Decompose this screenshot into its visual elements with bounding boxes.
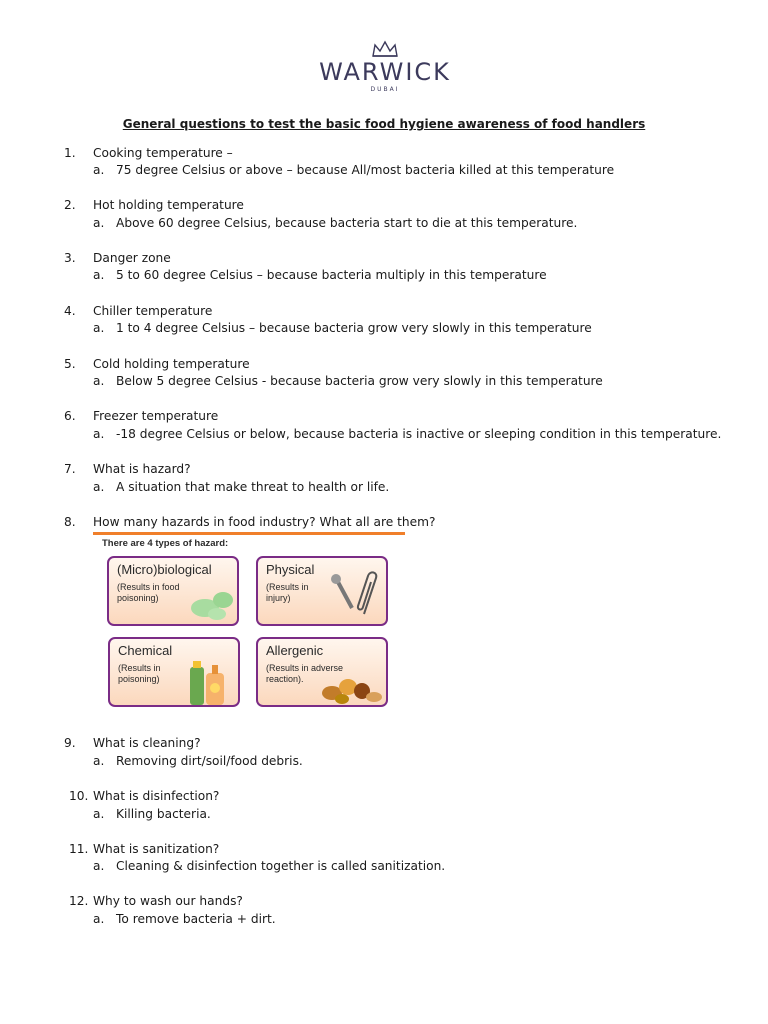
warwick-logo [300, 40, 470, 110]
chemical-bottles-icon [186, 653, 236, 707]
hazard-card-allergenic [256, 637, 388, 707]
hazard-card-subtitle: (Results in poisoning) [118, 663, 161, 684]
answer-letter: a. [93, 268, 105, 282]
question-text: Freezer temperature [93, 409, 219, 423]
question-number: 6. [64, 409, 76, 423]
hazard-card-title: Chemical [118, 643, 173, 658]
answer-letter: a. [93, 807, 105, 821]
answer-text: A situation that make threat to health or life. [116, 480, 390, 494]
answer-text: 75 degree Celsius or above – because All/most bacteria killed at this temperature [116, 163, 615, 177]
question-text: Cold holding temperature [93, 357, 250, 371]
answer-text: -18 degree Celsius or below, because bacteria is inactive or sleeping condition in this temperature. [116, 427, 722, 441]
hazard-card-title: (Micro)biological [117, 562, 212, 577]
question-number: 7. [64, 462, 76, 476]
answer-letter: a. [93, 480, 105, 494]
answer-text: Below 5 degree Celsius - because bacteria grow very slowly in this temperature [116, 374, 603, 388]
answer-text: Removing dirt/soil/food debris. [116, 754, 303, 768]
hazard-card-physical [256, 556, 388, 626]
question-text: What is disinfection? [93, 789, 220, 803]
hazard-card-title: Physical [266, 562, 315, 577]
question-text: How many hazards in food industry? What all are them? [93, 515, 436, 529]
question-number: 8. [64, 515, 76, 529]
question-number: 3. [64, 251, 76, 265]
question-number: 5. [64, 357, 76, 371]
question-number: 9. [64, 736, 76, 750]
question-number: 2. [64, 198, 76, 212]
question-text: Why to wash our hands? [93, 894, 243, 908]
answer-letter: a. [93, 321, 105, 335]
screw-paperclip-icon [324, 564, 384, 622]
question-text: Hot holding temperature [93, 198, 244, 212]
hazard-card-biological [107, 556, 239, 626]
hazard-card-subtitle: (Results in food poisoning) [117, 582, 180, 603]
answer-text: Cleaning & disinfection together is called sanitization. [116, 859, 446, 873]
question-text: Danger zone [93, 251, 171, 265]
allergen-foods-icon [318, 669, 386, 707]
hazard-card-chemical [108, 637, 240, 707]
logo-brand: WARWICK [319, 58, 451, 86]
answer-letter: a. [93, 163, 105, 177]
answer-text: To remove bacteria + dirt. [116, 912, 276, 926]
question-text: Chiller temperature [93, 304, 213, 318]
answer-letter: a. [93, 374, 105, 388]
answer-letter: a. [93, 427, 105, 441]
highlight-underline [93, 532, 405, 535]
hazard-card-subtitle: (Results in injury) [266, 582, 309, 603]
answer-text: Above 60 degree Celsius, because bacteria start to die at this temperature. [116, 216, 578, 230]
answer-text: Killing bacteria. [116, 807, 211, 821]
question-text: What is sanitization? [93, 842, 220, 856]
logo-city: DUBAI [370, 86, 400, 93]
answer-letter: a. [93, 754, 105, 768]
question-text: Cooking temperature – [93, 146, 233, 160]
figure-caption: There are 4 types of hazard: [102, 538, 229, 549]
bacteria-icon [187, 584, 237, 624]
question-text: What is cleaning? [93, 736, 201, 750]
hazard-card-subtitle: (Results in adverse reaction). [266, 663, 344, 684]
answer-text: 5 to 60 degree Celsius – because bacteria multiply in this temperature [116, 268, 547, 282]
answer-letter: a. [93, 859, 105, 873]
question-number: 10. [69, 789, 89, 803]
answer-letter: a. [93, 216, 105, 230]
answer-text: 1 to 4 degree Celsius – because bacteria grow very slowly in this temperature [116, 321, 592, 335]
answer-letter: a. [93, 912, 105, 926]
crown-icon [370, 40, 400, 58]
question-text: What is hazard? [93, 462, 191, 476]
question-number: 4. [64, 304, 76, 318]
question-number: 12. [69, 894, 89, 908]
hazard-card-title: Allergenic [266, 643, 324, 658]
question-number: 1. [64, 146, 76, 160]
question-number: 11. [69, 842, 89, 856]
page-title: General questions to test the basic food hygiene awareness of food handlers [122, 117, 646, 131]
hazard-types-figure [95, 537, 395, 717]
